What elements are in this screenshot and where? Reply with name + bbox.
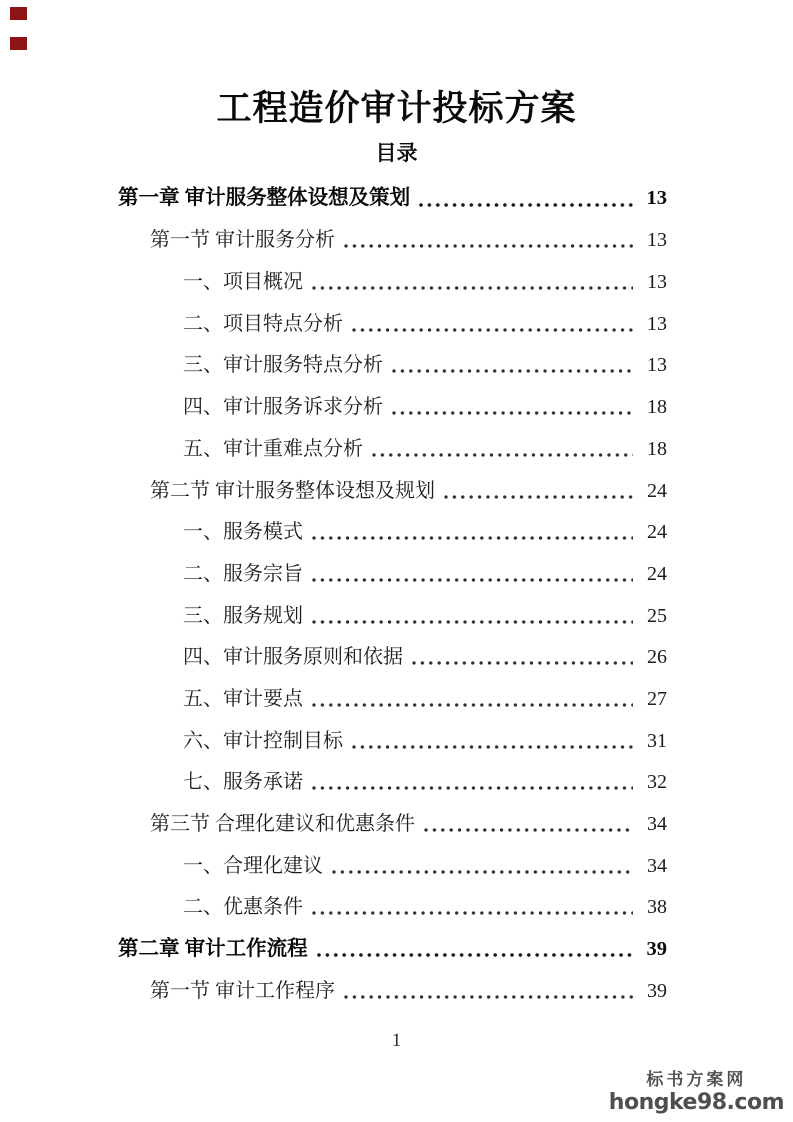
toc-entry-label: 七、服务承诺 — [183, 771, 303, 794]
toc-entry-label: 第二节 审计服务整体设想及规划 — [150, 479, 435, 502]
toc-entry-label: 五、审计重难点分析 — [183, 437, 363, 460]
toc-entry-page: 24 — [647, 521, 667, 544]
toc-entry-page: 31 — [647, 729, 667, 752]
toc-entry — [118, 760, 667, 802]
toc-entry-page: 18 — [647, 437, 667, 460]
dot-leader — [312, 620, 633, 624]
toc-entry-page: 32 — [647, 771, 667, 794]
toc-entry — [118, 718, 667, 760]
toc-entry-page: 24 — [647, 562, 667, 585]
toc-entry-label: 第一节 审计服务分析 — [150, 229, 335, 252]
toc-entry-label: 第一节 审计工作程序 — [150, 979, 335, 1002]
toc-entry-page: 24 — [647, 479, 667, 502]
toc-entry — [118, 218, 667, 260]
red-stamp-mark — [10, 37, 27, 50]
toc-entry — [118, 343, 667, 385]
dot-leader — [312, 286, 633, 290]
dot-leader — [312, 786, 633, 790]
dot-leader — [344, 244, 633, 248]
toc-entry-page: 39 — [647, 979, 667, 1002]
watermark — [609, 1072, 784, 1114]
toc-entry — [118, 301, 667, 343]
dot-leader — [372, 453, 633, 457]
toc-entry-page: 18 — [647, 396, 667, 419]
toc-entry-label: 一、合理化建议 — [183, 854, 323, 877]
toc-entry — [118, 801, 667, 843]
toc-entry-label: 三、服务规划 — [183, 604, 303, 627]
toc-entry — [118, 384, 667, 426]
toc-entry-label: 第一章 审计服务整体设想及策划 — [118, 187, 411, 210]
toc-entry-page: 34 — [647, 854, 667, 877]
dot-leader — [444, 495, 633, 499]
dot-leader — [312, 703, 633, 707]
toc-entry — [118, 426, 667, 468]
dot-leader — [312, 536, 633, 540]
toc-entry-label: 三、审计服务特点分析 — [183, 354, 383, 377]
dot-leader — [352, 745, 633, 749]
watermark-site-name: 标书方案网 — [646, 1070, 747, 1090]
toc-entry-label: 二、项目特点分析 — [183, 312, 343, 335]
toc-entry-page: 26 — [647, 646, 667, 669]
toc-entry-page: 13 — [647, 271, 667, 294]
toc-entry-label: 二、服务宗旨 — [183, 562, 303, 585]
dot-leader — [312, 911, 633, 915]
dot-leader — [392, 369, 633, 373]
toc-entry — [118, 676, 667, 718]
toc-entry — [118, 926, 667, 968]
toc-entry-page: 39 — [646, 937, 667, 960]
toc-entry-label: 二、优惠条件 — [183, 896, 303, 919]
dot-leader — [419, 203, 633, 207]
toc-entry — [118, 593, 667, 635]
toc-entry — [118, 968, 667, 1010]
watermark-site-url: hongke98.com — [608, 1090, 784, 1115]
toc-entry — [118, 510, 667, 552]
toc-entry-label: 第二章 审计工作流程 — [118, 937, 308, 960]
toc-entry-label: 四、审计服务诉求分析 — [183, 396, 383, 419]
dot-leader — [392, 411, 633, 415]
dot-leader — [412, 661, 633, 665]
toc-entry-label: 一、服务模式 — [183, 521, 303, 544]
toc-entry — [118, 551, 667, 593]
toc-entry-label: 六、审计控制目标 — [183, 729, 343, 752]
toc-entry-label: 第三节 合理化建议和优惠条件 — [150, 813, 415, 835]
dot-leader — [312, 578, 633, 582]
document-title: 工程造价审计投标方案 — [216, 89, 577, 128]
toc-entry — [118, 259, 667, 301]
toc-entry-page: 34 — [647, 813, 667, 835]
toc-entry-page: 38 — [647, 896, 667, 919]
toc-entry-page: 13 — [647, 354, 667, 377]
page-number: 1 — [391, 1030, 402, 1051]
toc-entry-label: 一、项目概况 — [183, 271, 303, 294]
toc-entry-page: 27 — [647, 687, 667, 710]
dot-leader — [332, 870, 633, 874]
toc-heading: 目录 — [375, 141, 418, 165]
dot-leader — [344, 995, 633, 999]
toc-entry-label: 四、审计服务原则和依据 — [183, 646, 403, 669]
toc-entry — [118, 885, 667, 927]
red-stamp-mark — [10, 7, 27, 20]
toc-entry — [118, 843, 667, 885]
toc-entry-page: 13 — [647, 229, 667, 252]
toc-list — [118, 176, 667, 1010]
toc-entry-page: 25 — [647, 604, 667, 627]
toc-entry-page: 13 — [646, 187, 667, 210]
dot-leader — [424, 828, 633, 832]
dot-leader — [317, 953, 633, 957]
toc-entry — [118, 468, 667, 510]
dot-leader — [352, 328, 633, 332]
toc-entry-page: 13 — [647, 312, 667, 335]
toc-entry — [118, 635, 667, 677]
toc-entry — [118, 176, 667, 218]
toc-entry-label: 五、审计要点 — [183, 687, 303, 710]
